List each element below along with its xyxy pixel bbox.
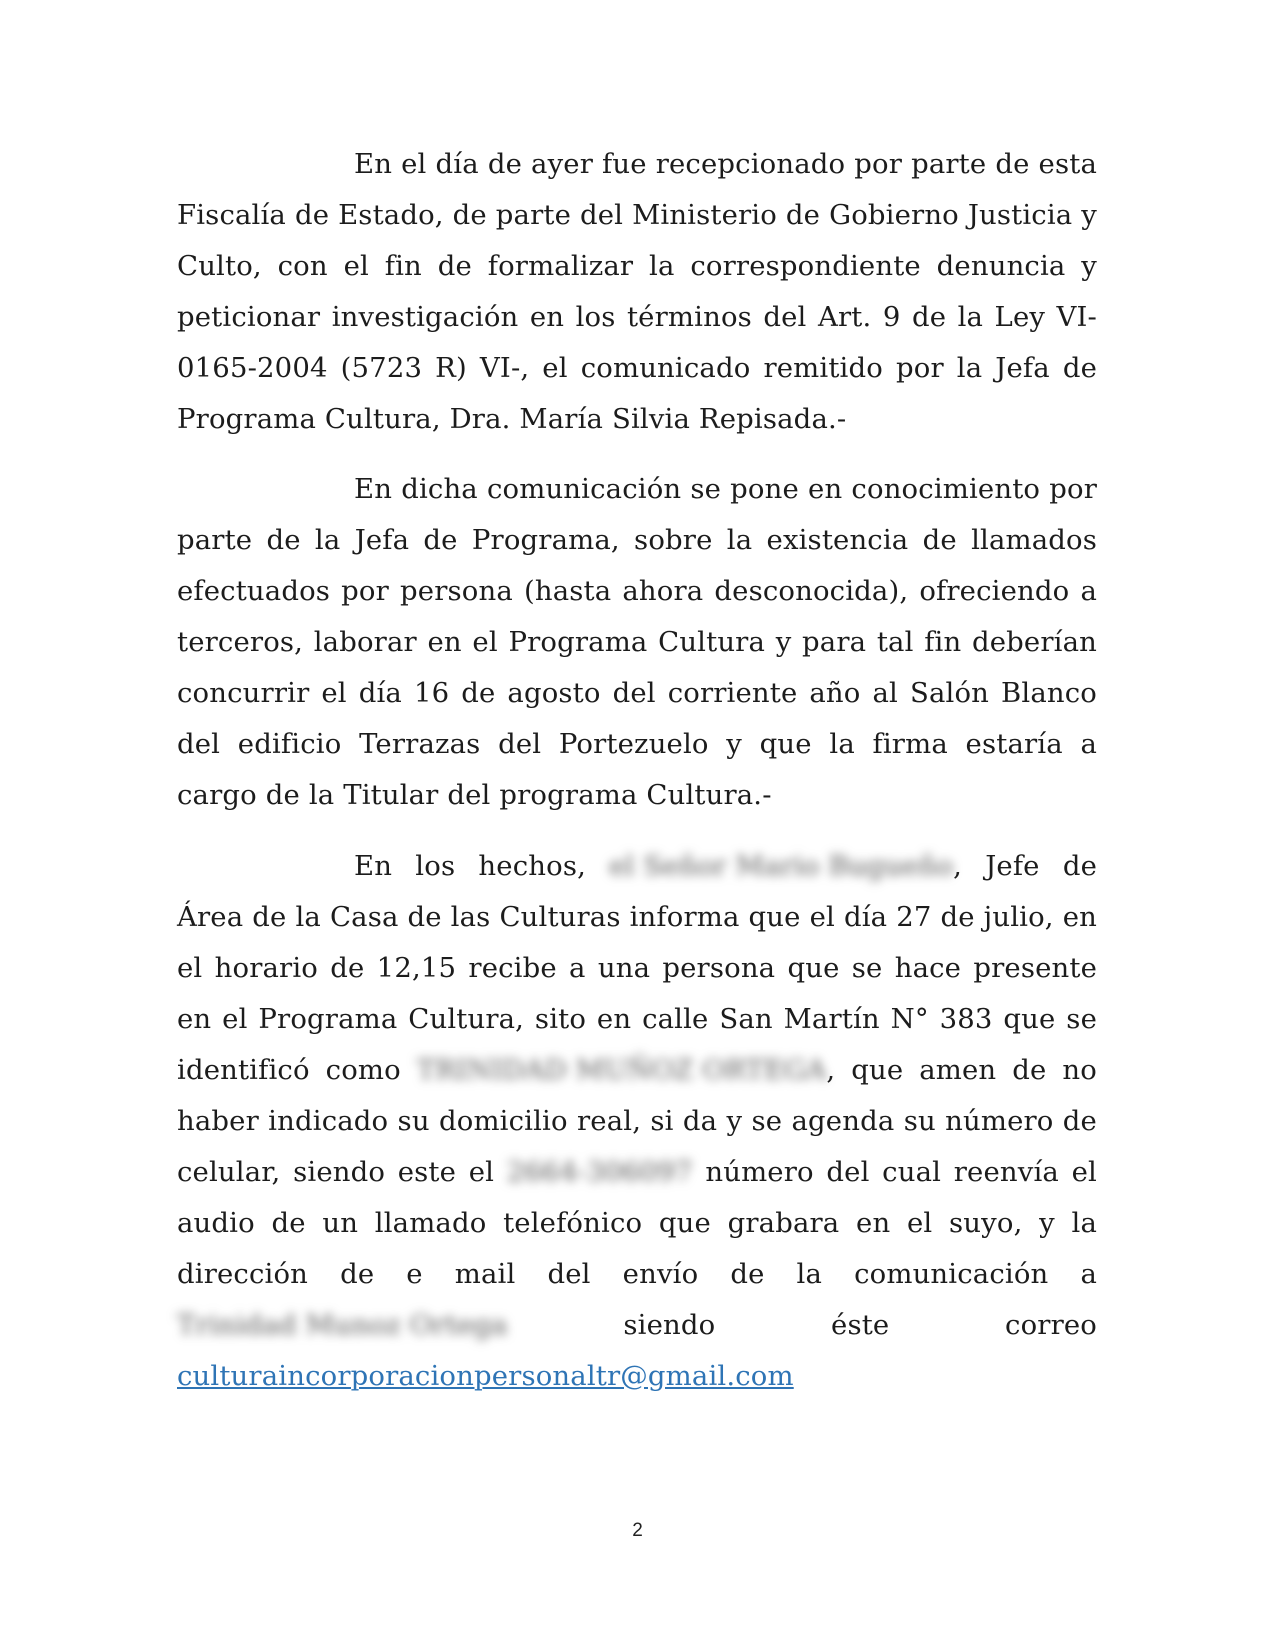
paragraph-1 [177,139,1097,445]
paragraph-3-text-4: número del cual reenvía el audio de un llamado telefónico que grabara en el suyo, y la dirección de e mail del envío de la comunicación a [177,1156,1097,1290]
paragraph-3-text-1: En los hechos, [354,850,586,882]
paragraph-3-text-5: siendo éste correo [623,1309,1097,1341]
paragraph-3-text-2: , Jefe de Área de la Casa de las Culturas informa que el día 27 de julio, en el horario de 12,15 recibe a una persona que se hace presente en el Programa Cultura, sito en calle San Martín N° 383 que se identificó como [177,850,1097,1086]
redacted-name-3: Trinidad Munoz Ortega [177,1309,508,1341]
paragraph-3 [177,841,1097,1402]
paragraph-3-text-3: , que amen de no haber indicado su domicilio real, si da y se agenda su número de celular, siendo este el [177,1054,1097,1188]
email-link[interactable]: culturaincorporacionpersonaltr@gmail.com [177,1360,794,1392]
redacted-phone: 2664-306097 [506,1156,693,1188]
redacted-name-2: TRINIDAD MUÑOZ ORTEGA [416,1054,827,1086]
paragraph-2 [177,464,1097,821]
page-number: 2 [632,1520,643,1541]
paragraph-2-text: En dicha comunicación se pone en conocimiento por parte de la Jefa de Programa, sobre la existencia de llamados efectuados por persona (hasta ahora desconocida), ofreciendo a terceros, laborar en el Programa Cultura y para tal fin deberían concurrir el día 16 de agosto del corriente año al Salón Blanco del edificio Terrazas del Portezuelo y que la firma estaría a cargo de la Titular del programa Cultura.- [177,473,1097,811]
redacted-name-1: el Señor Mario Bugueño [609,850,954,882]
paragraph-1-text: En el día de ayer fue recepcionado por parte de esta Fiscalía de Estado, de parte del Ministerio de Gobierno Justicia y Culto, con el fin de formalizar la correspondiente denuncia y peticionar investigación en los términos del Art. 9 de la Ley VI-0165-2004 (5723 R) VI-, el comunicado remitido por la Jefa de Programa Cultura, Dra. María Silvia Repisada.- [177,148,1097,435]
